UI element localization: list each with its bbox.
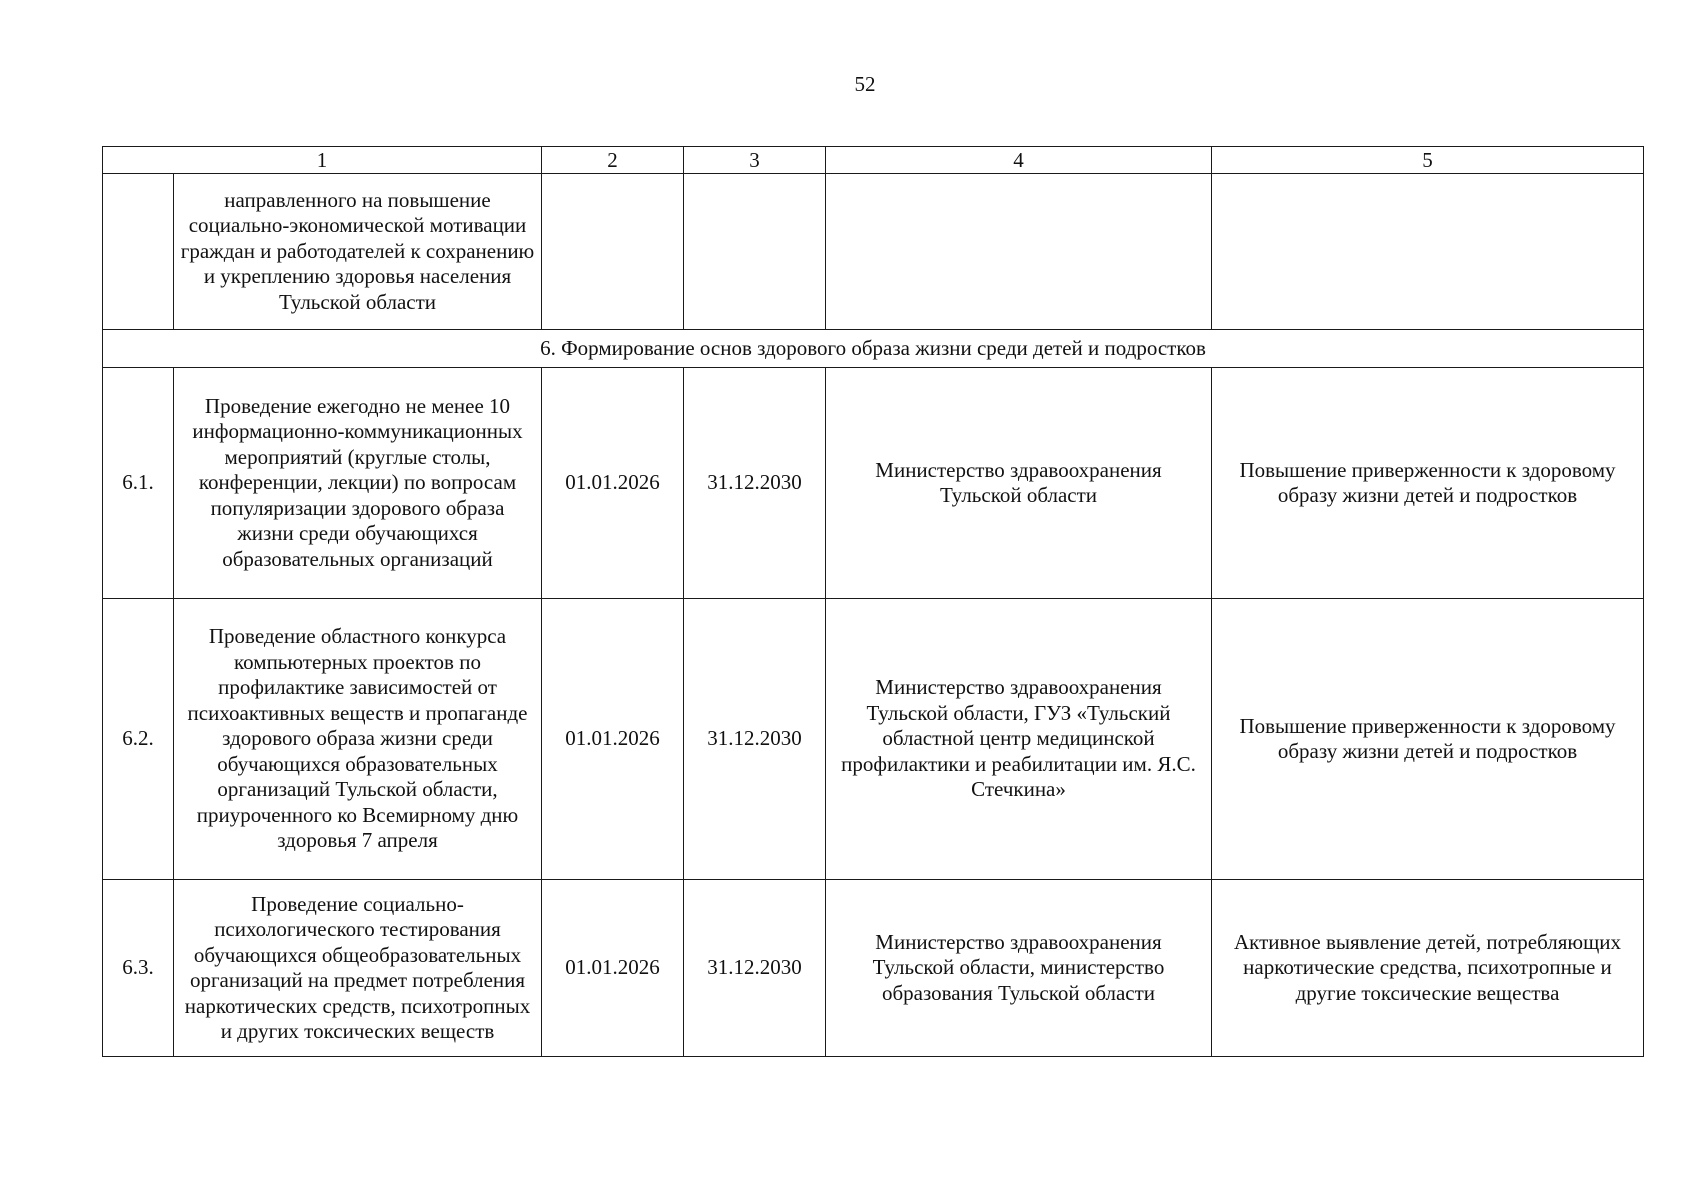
table-row bbox=[103, 368, 1644, 599]
row-end-date: 31.12.2030 bbox=[684, 599, 826, 880]
activities-table bbox=[102, 146, 1644, 1057]
section-row bbox=[103, 330, 1644, 368]
row-number: 6.3. bbox=[103, 880, 174, 1057]
table-row bbox=[103, 599, 1644, 880]
row-start-date: 01.01.2026 bbox=[542, 880, 684, 1057]
row-name: Проведение областного конкурса компьютерных проектов по профилактике зависимостей от психоактивных веществ и пропаганде здорового образа жизни среди обучающихся образовательных организаций Тульской области, приуроченного ко Всемирному дню здоровья 7 апреля bbox=[174, 599, 542, 880]
row-responsible: Министерство здравоохранения Тульской области, ГУЗ «Тульский областной центр медицинской профилактики и реабилитации им. Я.С. Стечкина» bbox=[826, 599, 1212, 880]
header-col-4: 4 bbox=[826, 147, 1212, 174]
row-result: Активное выявление детей, потребляющих наркотические средства, психотропные и другие токсические вещества bbox=[1212, 880, 1644, 1057]
header-col-1: 1 bbox=[103, 147, 542, 174]
continuation-row bbox=[103, 174, 1644, 330]
continuation-start-cell bbox=[542, 174, 684, 330]
row-end-date: 31.12.2030 bbox=[684, 368, 826, 599]
page-number: 52 bbox=[854, 72, 876, 96]
table-row bbox=[103, 880, 1644, 1057]
continuation-end-cell bbox=[684, 174, 826, 330]
header-col-5: 5 bbox=[1212, 147, 1644, 174]
row-name: Проведение ежегодно не менее 10 информационно-коммуникационных мероприятий (круглые столы, конференции, лекции) по вопросам популяризации здорового образа жизни среди обучающихся образовательных организаций bbox=[174, 368, 542, 599]
row-responsible: Министерство здравоохранения Тульской области, министерство образования Тульской области bbox=[826, 880, 1212, 1057]
continuation-num-cell bbox=[103, 174, 174, 330]
row-result: Повышение приверженности к здоровому образу жизни детей и подростков bbox=[1212, 599, 1644, 880]
continuation-responsible-cell bbox=[826, 174, 1212, 330]
header-col-2: 2 bbox=[542, 147, 684, 174]
section-title: 6. Формирование основ здорового образа жизни среди детей и подростков bbox=[103, 330, 1644, 368]
row-number: 6.2. bbox=[103, 599, 174, 880]
row-name: Проведение социально-психологического тестирования обучающихся общеобразовательных организаций на предмет потребления наркотических средств, психотропных и других токсических веществ bbox=[174, 880, 542, 1057]
row-end-date: 31.12.2030 bbox=[684, 880, 826, 1057]
table-header-row bbox=[103, 147, 1644, 174]
row-number: 6.1. bbox=[103, 368, 174, 599]
header-col-3: 3 bbox=[684, 147, 826, 174]
row-start-date: 01.01.2026 bbox=[542, 599, 684, 880]
row-result: Повышение приверженности к здоровому образу жизни детей и подростков bbox=[1212, 368, 1644, 599]
continuation-result-cell bbox=[1212, 174, 1644, 330]
row-responsible: Министерство здравоохранения Тульской области bbox=[826, 368, 1212, 599]
continuation-name-cell: направленного на повышение социально-экономической мотивации граждан и работодателей к сохранению и укреплению здоровья населения Тульской области bbox=[174, 174, 542, 330]
row-start-date: 01.01.2026 bbox=[542, 368, 684, 599]
